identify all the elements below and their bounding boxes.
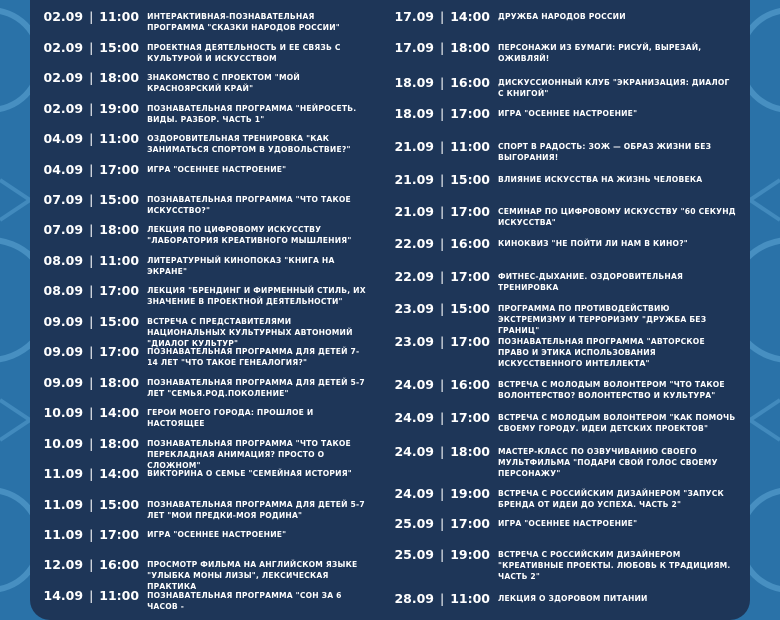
- event-date: 25.09: [394, 547, 434, 562]
- date-time: [40, 101, 139, 116]
- date-time: [390, 334, 490, 349]
- event-time: 17:00: [99, 344, 140, 359]
- date-time: [390, 547, 490, 562]
- date-time: [390, 236, 490, 251]
- left-schedule-row: [40, 222, 370, 246]
- right-schedule-row: [390, 444, 750, 479]
- right-schedule-row: [390, 75, 750, 99]
- date-time: [40, 436, 139, 451]
- event-title: ИГРА "ОСЕННЕЕ НАСТРОЕНИЕ": [147, 165, 287, 174]
- date-time: [40, 405, 139, 420]
- event-title: МАСТЕР-КЛАСС ПО ОЗВУЧИВАНИЮ СВОЕГО МУЛЬТФИЛЬМА "ПОДАРИ СВОЙ ГОЛОС СВОЕМУ ПЕРСОНАЖУ": [498, 447, 718, 478]
- event-date: 23.09: [394, 301, 434, 316]
- separator: |: [89, 557, 94, 572]
- event-date: 21.09: [394, 139, 434, 154]
- separator: |: [89, 283, 94, 298]
- separator: |: [89, 253, 94, 268]
- separator: |: [439, 301, 445, 316]
- separator: |: [439, 172, 445, 187]
- event-date: 24.09: [394, 486, 434, 501]
- event-date: 07.09: [43, 222, 84, 237]
- event-date: 07.09: [43, 192, 84, 207]
- event-date: 12.09: [43, 557, 84, 572]
- date-time: [40, 131, 139, 146]
- date-time: [390, 9, 490, 24]
- event-time: 16:00: [450, 377, 490, 392]
- event-date: 11.09: [43, 497, 84, 512]
- event-date: 08.09: [43, 283, 84, 298]
- right-schedule-row: [390, 172, 750, 187]
- event-title: ИГРА "ОСЕННЕЕ НАСТРОЕНИЕ": [498, 109, 638, 118]
- event-time: 16:00: [450, 236, 490, 251]
- event-time: 17:00: [450, 106, 490, 121]
- event-time: 14:00: [99, 405, 140, 420]
- event-time: 14:00: [450, 9, 490, 24]
- separator: |: [439, 334, 445, 349]
- right-schedule-row: [390, 377, 750, 401]
- date-time: [40, 253, 139, 268]
- event-time: 18:00: [99, 375, 140, 390]
- event-title: ИНТЕРАКТИВНАЯ-ПОЗНАВАТЕЛЬНАЯ ПРОГРАММА "СКАЗКИ НАРОДОВ РОССИИ": [147, 12, 340, 32]
- event-time: 18:00: [450, 444, 490, 459]
- separator: |: [89, 466, 94, 481]
- date-time: [390, 269, 490, 284]
- event-time: 18:00: [99, 70, 140, 85]
- event-date: 02.09: [43, 101, 84, 116]
- event-title: СЕМИНАР ПО ЦИФРОВОМУ ИСКУССТВУ "60 СЕКУНД ИСКУССТВА": [498, 207, 736, 227]
- event-date: 02.09: [43, 40, 84, 55]
- event-time: 15:00: [99, 314, 140, 329]
- event-date: 25.09: [394, 516, 434, 531]
- event-date: 21.09: [394, 172, 434, 187]
- separator: |: [89, 101, 94, 116]
- date-time: [40, 192, 139, 207]
- event-title: ПОЗНАВАТЕЛЬНАЯ ПРОГРАММА "ЧТО ТАКОЕ ПЕРЕКЛАДНАЯ АНИМАЦИЯ? ПРОСТО О СЛОЖНОМ": [147, 439, 351, 470]
- date-time: [40, 557, 139, 572]
- left-schedule-row: [40, 405, 370, 429]
- date-time: [390, 75, 490, 90]
- event-time: 11:00: [99, 131, 140, 146]
- event-time: 17:00: [450, 516, 490, 531]
- date-time: [40, 344, 139, 359]
- date-time: [40, 497, 139, 512]
- event-date: 11.09: [43, 466, 84, 481]
- event-title: ЗНАКОМСТВО С ПРОЕКТОМ "МОЙ КРАСНОЯРСКИЙ КРАЙ": [147, 73, 300, 93]
- separator: |: [89, 405, 94, 420]
- event-date: 23.09: [394, 334, 434, 349]
- event-date: 09.09: [43, 375, 84, 390]
- event-title: ВСТРЕЧА С РОССИЙСКИМ ДИЗАЙНЕРОМ "ЗАПУСК БРЕНДА ОТ ИДЕИ ДО УСПЕХА. ЧАСТЬ 2": [498, 489, 724, 509]
- left-schedule-row: [40, 253, 370, 277]
- event-title: ПРОСМОТР ФИЛЬМА НА АНГЛИЙСКОМ ЯЗЫКЕ "УЛЫБКА МОНЫ ЛИЗЫ", ЛЕКСИЧЕСКАЯ ПРАКТИКА: [147, 560, 358, 591]
- right-schedule-row: [390, 516, 750, 531]
- date-time: [40, 466, 139, 481]
- date-time: [40, 70, 139, 85]
- event-time: 15:00: [99, 40, 140, 55]
- event-time: 19:00: [450, 486, 490, 501]
- separator: |: [89, 314, 94, 329]
- event-title: ВСТРЕЧА С МОЛОДЫМ ВОЛОНТЕРОМ "ЧТО ТАКОЕ ВОЛОНТЕРСТВО? ВОЛОНТЕРСТВО И КУЛЬТУРА": [498, 380, 725, 400]
- date-time: [390, 40, 490, 55]
- date-time: [40, 222, 139, 237]
- event-date: 24.09: [394, 377, 434, 392]
- left-schedule-row: [40, 70, 370, 94]
- event-date: 02.09: [43, 70, 84, 85]
- separator: |: [89, 375, 94, 390]
- right-schedule-row: [390, 139, 750, 163]
- event-time: 17:00: [99, 527, 140, 542]
- separator: |: [89, 436, 94, 451]
- left-schedule-row: [40, 527, 370, 542]
- separator: |: [89, 527, 94, 542]
- left-schedule-row: [40, 557, 370, 592]
- event-time: 11:00: [99, 9, 140, 24]
- left-schedule-row: [40, 283, 370, 307]
- separator: |: [439, 410, 445, 425]
- separator: |: [439, 269, 445, 284]
- event-time: 11:00: [450, 139, 490, 154]
- separator: |: [439, 377, 445, 392]
- right-schedule-row: [390, 236, 750, 251]
- date-time: [40, 283, 139, 298]
- date-time: [390, 139, 490, 154]
- event-date: 04.09: [43, 131, 84, 146]
- left-schedule-row: [40, 40, 370, 64]
- date-time: [40, 375, 139, 390]
- event-date: 21.09: [394, 204, 434, 219]
- separator: |: [439, 591, 445, 606]
- event-time: 16:00: [99, 557, 140, 572]
- event-title: ПРОГРАММА ПО ПРОТИВОДЕЙСТВИЮ ЭКСТРЕМИЗМУ И ТЕРРОРИЗМУ "ДРУЖБА БЕЗ ГРАНИЦ": [498, 304, 707, 335]
- event-title: ПРОЕКТНАЯ ДЕЯТЕЛЬНОСТЬ И ЕЕ СВЯЗЬ С КУЛЬТУРОЙ И ИСКУССТВОМ: [147, 43, 341, 63]
- event-title: ВЛИЯНИЕ ИСКУССТВА НА ЖИЗНЬ ЧЕЛОВЕКА: [498, 175, 703, 184]
- separator: |: [89, 192, 94, 207]
- date-time: [390, 377, 490, 392]
- event-title: ПОЗНАВАТЕЛЬНАЯ ПРОГРАММА "ЧТО ТАКОЕ ИСКУССТВО?": [147, 195, 351, 215]
- event-time: 18:00: [99, 222, 140, 237]
- event-title: ВСТРЕЧА С ПРЕДСТАВИТЕЛЯМИ НАЦИОНАЛЬНЫХ КУЛЬТУРНЫХ АВТОНОМИЙ "ДИАЛОГ КУЛЬТУР": [147, 317, 353, 348]
- date-time: [390, 486, 490, 501]
- event-title: ВСТРЕЧА С МОЛОДЫМ ВОЛОНТЕРОМ "КАК ПОМОЧЬ СВОЕМУ ГОРОДУ. ИДЕИ ДЕТСКИХ ПРОЕКТОВ": [498, 413, 736, 433]
- date-time: [40, 314, 139, 329]
- left-schedule-row: [40, 162, 370, 177]
- event-date: 24.09: [394, 444, 434, 459]
- event-time: 19:00: [450, 547, 490, 562]
- date-time: [40, 9, 139, 24]
- event-title: ПЕРСОНАЖИ ИЗ БУМАГИ: РИСУЙ, ВЫРЕЗАЙ, ОЖИВЛЯЙ!: [498, 43, 702, 63]
- separator: |: [439, 106, 445, 121]
- event-title: ФИТНЕС-ДЫХАНИЕ. ОЗДОРОВИТЕЛЬНАЯ ТРЕНИРОВКА: [498, 272, 684, 292]
- event-title: ИГРА "ОСЕННЕЕ НАСТРОЕНИЕ": [498, 519, 638, 528]
- event-date: 11.09: [43, 527, 84, 542]
- date-time: [390, 204, 490, 219]
- separator: |: [89, 222, 94, 237]
- separator: |: [439, 139, 445, 154]
- right-schedule-row: [390, 204, 750, 228]
- right-schedule-row: [390, 591, 750, 606]
- event-date: 09.09: [43, 314, 84, 329]
- event-title: ЛИТЕРАТУРНЫЙ КИНОПОКАЗ "КНИГА НА ЭКРАНЕ": [147, 256, 335, 276]
- event-time: 17:00: [99, 283, 140, 298]
- event-date: 18.09: [394, 75, 434, 90]
- event-title: ПОЗНАВАТЕЛЬНАЯ ПРОГРАММА ДЛЯ ДЕТЕЙ 7-14 ЛЕТ "ЧТО ТАКОЕ ГЕНЕАЛОГИЯ?": [147, 347, 360, 367]
- left-schedule-row: [40, 497, 370, 521]
- event-time: 11:00: [99, 588, 140, 603]
- event-date: 24.09: [394, 410, 434, 425]
- event-time: 11:00: [450, 591, 490, 606]
- event-title: ДРУЖБА НАРОДОВ РОССИИ: [498, 12, 626, 21]
- event-date: 08.09: [43, 253, 84, 268]
- right-schedule-row: [390, 9, 750, 24]
- separator: |: [89, 588, 94, 603]
- event-time: 15:00: [99, 192, 140, 207]
- event-title: ВИКТОРИНА О СЕМЬЕ "СЕМЕЙНАЯ ИСТОРИЯ": [147, 469, 352, 478]
- event-date: 10.09: [43, 436, 84, 451]
- date-time: [390, 516, 490, 531]
- event-time: 17:00: [450, 204, 490, 219]
- event-title: ГЕРОИ МОЕГО ГОРОДА: ПРОШЛОЕ И НАСТОЯЩЕЕ: [147, 408, 314, 428]
- right-schedule-row: [390, 301, 750, 336]
- right-schedule-row: [390, 40, 750, 64]
- separator: |: [439, 40, 445, 55]
- date-time: [390, 591, 490, 606]
- date-time: [390, 172, 490, 187]
- event-time: 11:00: [99, 253, 140, 268]
- separator: |: [89, 40, 94, 55]
- event-time: 15:00: [99, 497, 140, 512]
- event-date: 28.09: [394, 591, 434, 606]
- event-title: ПОЗНАВАТЕЛЬНАЯ ПРОГРАММА "АВТОРСКОЕ ПРАВО И ЭТИКА ИСПОЛЬЗОВАНИЯ ИСКУССТВЕННОГО ИНТЕЛЛЕКТА": [498, 337, 705, 368]
- left-schedule-row: [40, 192, 370, 216]
- event-time: 15:00: [450, 301, 490, 316]
- event-date: 18.09: [394, 106, 434, 121]
- event-title: ДИСКУССИОННЫЙ КЛУБ "ЭКРАНИЗАЦИЯ: ДИАЛОГ С КНИГОЙ": [498, 78, 730, 98]
- right-schedule-row: [390, 269, 750, 293]
- left-schedule-row: [40, 588, 370, 612]
- event-title: ЛЕКЦИЯ О ЗДОРОВОМ ПИТАНИИ: [498, 594, 648, 603]
- event-date: 09.09: [43, 344, 84, 359]
- separator: |: [89, 344, 94, 359]
- right-schedule-row: [390, 547, 750, 582]
- left-schedule-row: [40, 344, 370, 368]
- separator: |: [439, 75, 445, 90]
- event-time: 17:00: [450, 410, 490, 425]
- event-date: 22.09: [394, 269, 434, 284]
- separator: |: [439, 516, 445, 531]
- separator: |: [439, 236, 445, 251]
- event-date: 02.09: [43, 9, 84, 24]
- right-schedule-row: [390, 410, 750, 434]
- event-title: ПОЗНАВАТЕЛЬНАЯ ПРОГРАММА "СОН ЗА 6 ЧАСОВ -: [147, 591, 342, 611]
- date-time: [390, 410, 490, 425]
- separator: |: [439, 486, 445, 501]
- separator: |: [89, 497, 94, 512]
- event-time: 17:00: [99, 162, 140, 177]
- event-time: 16:00: [450, 75, 490, 90]
- separator: |: [439, 9, 445, 24]
- event-title: ПОЗНАВАТЕЛЬНАЯ ПРОГРАММА ДЛЯ ДЕТЕЙ 5-7 ЛЕТ "МОИ ПРЕДКИ-МОЯ РОДИНА": [147, 500, 365, 520]
- right-schedule-row: [390, 106, 750, 121]
- event-title: СПОРТ В РАДОСТЬ: ЗОЖ — ОБРАЗ ЖИЗНИ БЕЗ ВЫГОРАНИЯ!: [498, 142, 712, 162]
- left-schedule-row: [40, 9, 370, 33]
- event-title: ЛЕКЦИЯ ПО ЦИФРОВОМУ ИСКУССТВУ "ЛАБОРАТОРИЯ КРЕАТИВНОГО МЫШЛЕНИЯ": [147, 225, 352, 245]
- left-schedule-row: [40, 375, 370, 399]
- separator: |: [439, 204, 445, 219]
- event-date: 17.09: [394, 9, 434, 24]
- date-time: [40, 527, 139, 542]
- separator: |: [89, 131, 94, 146]
- separator: |: [439, 444, 445, 459]
- event-time: 19:00: [99, 101, 140, 116]
- separator: |: [89, 70, 94, 85]
- date-time: [40, 588, 139, 603]
- event-date: 10.09: [43, 405, 84, 420]
- date-time: [40, 162, 139, 177]
- event-time: 18:00: [450, 40, 490, 55]
- event-date: 17.09: [394, 40, 434, 55]
- event-date: 14.09: [43, 588, 84, 603]
- left-schedule-row: [40, 466, 370, 481]
- event-time: 14:00: [99, 466, 140, 481]
- separator: |: [89, 9, 94, 24]
- event-time: 15:00: [450, 172, 490, 187]
- date-time: [390, 444, 490, 459]
- date-time: [390, 106, 490, 121]
- event-date: 22.09: [394, 236, 434, 251]
- event-title: ЛЕКЦИЯ "БРЕНДИНГ И ФИРМЕННЫЙ СТИЛЬ, ИХ ЗНАЧЕНИЕ В ПРОЕКТНОЙ ДЕЯТЕЛЬНОСТИ": [147, 286, 366, 306]
- date-time: [40, 40, 139, 55]
- event-time: 17:00: [450, 334, 490, 349]
- event-date: 04.09: [43, 162, 84, 177]
- date-time: [390, 301, 490, 316]
- event-title: ПОЗНАВАТЕЛЬНАЯ ПРОГРАММА ДЛЯ ДЕТЕЙ 5-7 ЛЕТ "СЕМЬЯ.РОД.ПОКОЛЕНИЕ": [147, 378, 365, 398]
- separator: |: [439, 547, 445, 562]
- event-title: КИНОКВИЗ "НЕ ПОЙТИ ЛИ НАМ В КИНО?": [498, 239, 688, 248]
- event-title: ОЗДОРОВИТЕЛЬНАЯ ТРЕНИРОВКА "КАК ЗАНИМАТЬСЯ СПОРТОМ В УДОВОЛЬСТВИЕ?": [147, 134, 351, 154]
- left-schedule-row: [40, 131, 370, 155]
- event-time: 18:00: [99, 436, 140, 451]
- right-schedule-row: [390, 486, 750, 510]
- event-title: ПОЗНАВАТЕЛЬНАЯ ПРОГРАММА "НЕЙРОСЕТЬ. ВИДЫ. РАЗБОР. ЧАСТЬ 1": [147, 104, 357, 124]
- event-title: ИГРА "ОСЕННЕЕ НАСТРОЕНИЕ": [147, 530, 287, 539]
- right-schedule-row: [390, 334, 750, 369]
- separator: |: [89, 162, 94, 177]
- event-title: ВСТРЕЧА С РОССИЙСКИМ ДИЗАЙНЕРОМ "КРЕАТИВНЫЕ ПРОЕКТЫ. ЛЮБОВЬ К ТРАДИЦИЯМ. ЧАСТЬ 2": [498, 550, 731, 581]
- left-schedule-row: [40, 101, 370, 125]
- event-time: 17:00: [450, 269, 490, 284]
